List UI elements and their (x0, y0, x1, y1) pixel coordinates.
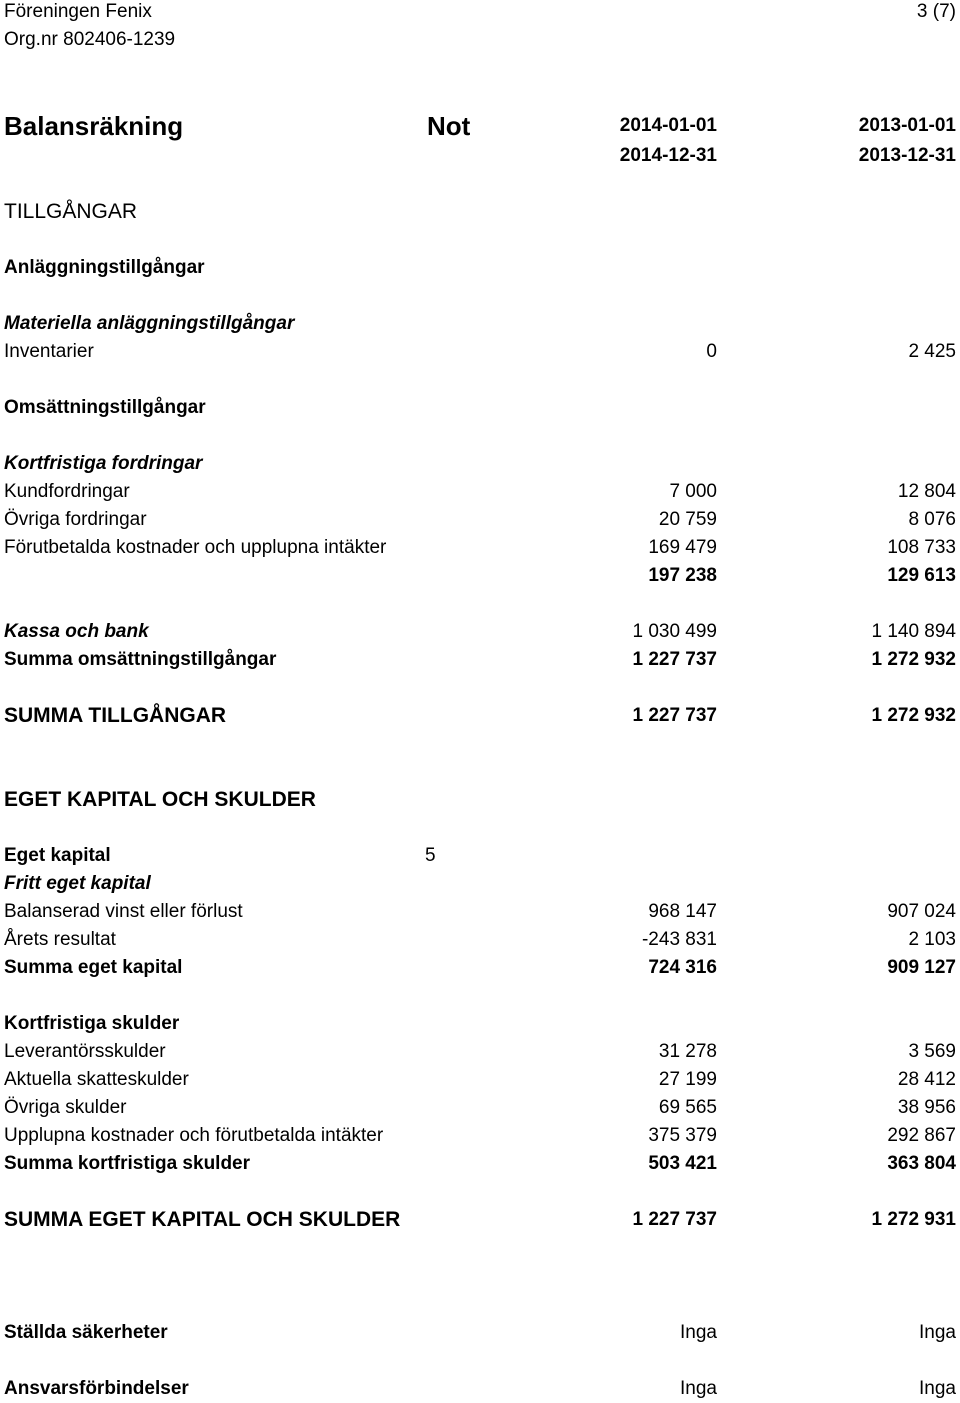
value-2014: -243 831 (641, 929, 717, 950)
tangible-assets-heading: Materiella anläggningstillgångar (4, 313, 295, 334)
fixed-assets-heading: Anläggningstillgångar (4, 257, 205, 278)
value-2013: 38 956 (897, 1097, 956, 1118)
equity-heading: Eget kapital (4, 845, 111, 866)
table-head-row1 (0, 110, 960, 142)
table-row (0, 478, 960, 506)
table-row (0, 1319, 960, 1347)
current-assets-heading-row (0, 394, 960, 422)
free-equity-heading-row (0, 870, 960, 898)
value-2013: 28 412 (897, 1069, 956, 1090)
table-row (0, 618, 960, 646)
tangible-heading-row (0, 310, 960, 338)
page-title: Balansräkning (4, 111, 184, 141)
value-2013: 1 272 932 (871, 705, 956, 726)
value-2014: 1 227 737 (632, 649, 717, 670)
table-row (0, 1066, 960, 1094)
value-2013: 1 272 931 (871, 1209, 956, 1230)
value-2014: 69 565 (658, 1097, 717, 1118)
page-number: 3 (7) (916, 1, 956, 22)
value-2014: 503 421 (648, 1153, 717, 1174)
value-2014: 20 759 (658, 509, 717, 530)
row-label: Summa eget kapital (4, 957, 183, 978)
value-2014: 0 (706, 341, 717, 362)
row-label: Aktuella skatteskulder (4, 1069, 189, 1090)
value-2013: 2 103 (908, 929, 956, 950)
value-2014: 31 278 (658, 1041, 717, 1062)
value-2014: 968 147 (648, 901, 717, 922)
assets-heading: TILLGÅNGAR (4, 200, 138, 223)
page-header (0, 0, 960, 26)
current-assets-heading: Omsättningstillgångar (4, 397, 206, 418)
grand-total-row (0, 702, 960, 730)
value-2014: Inga (680, 1378, 717, 1399)
row-label: SUMMA EGET KAPITAL OCH SKULDER (4, 1208, 401, 1231)
table-head-row2 (0, 142, 960, 170)
value-2014: 197 238 (648, 565, 717, 586)
not-header: Not (427, 111, 471, 141)
receivables-heading-row (0, 450, 960, 478)
col1-from: 2014-01-01 (619, 115, 717, 136)
row-label: Balanserad vinst eller förlust (4, 901, 243, 922)
short-liabilities-heading-row (0, 1010, 960, 1038)
equity-liabilities-heading-row (0, 786, 960, 814)
value-2014: 169 479 (648, 537, 717, 558)
value-2013: 8 076 (908, 509, 956, 530)
equity-heading-row (0, 842, 960, 870)
row-label: Upplupna kostnader och förutbetalda intäkter (4, 1125, 384, 1146)
row-label: Övriga fordringar (4, 509, 147, 530)
row-label: Summa kortfristiga skulder (4, 1153, 251, 1174)
table-row (0, 1038, 960, 1066)
value-2013: 1 140 894 (871, 621, 956, 642)
note-reference: 5 (425, 845, 436, 866)
assets-heading-row (0, 198, 960, 226)
value-2013: 12 804 (897, 481, 956, 502)
equity-liabilities-heading: EGET KAPITAL OCH SKULDER (4, 788, 316, 811)
row-label: Ansvarsförbindelser (4, 1378, 189, 1399)
value-2013: 909 127 (887, 957, 956, 978)
col1-to: 2014-12-31 (619, 145, 717, 166)
value-2013: 3 569 (908, 1041, 956, 1062)
table-row (0, 1375, 960, 1403)
free-equity-heading: Fritt eget kapital (4, 873, 151, 894)
total-row (0, 954, 960, 982)
value-2014: 27 199 (658, 1069, 717, 1090)
table-row (0, 534, 960, 562)
value-2013: 129 613 (887, 565, 956, 586)
value-2014: Inga (680, 1322, 717, 1343)
value-2014: 724 316 (648, 957, 717, 978)
org-number: Org.nr 802406-1239 (4, 29, 176, 50)
value-2013: Inga (919, 1322, 956, 1343)
col2-from: 2013-01-01 (858, 115, 956, 136)
receivables-heading: Kortfristiga fordringar (4, 453, 203, 474)
subtotal-row (0, 562, 960, 590)
value-2014: 1 030 499 (632, 621, 717, 642)
row-label: SUMMA TILLGÅNGAR (4, 704, 227, 727)
col2-to: 2013-12-31 (858, 145, 956, 166)
value-2013: 907 024 (887, 901, 956, 922)
row-label: Kundfordringar (4, 481, 130, 502)
row-label: Ställda säkerheter (4, 1322, 168, 1343)
value-2014: 1 227 737 (632, 1209, 717, 1230)
row-label: Årets resultat (4, 929, 116, 950)
row-label: Kassa och bank (4, 621, 149, 642)
value-2014: 375 379 (648, 1125, 717, 1146)
fixed-assets-heading-row (0, 254, 960, 282)
grand-total-row (0, 1206, 960, 1234)
row-label: Summa omsättningstillgångar (4, 649, 277, 670)
value-2014: 7 000 (669, 481, 717, 502)
value-2013: 292 867 (887, 1125, 956, 1146)
value-2013: 2 425 (908, 341, 956, 362)
table-row (0, 926, 960, 954)
value-2013: 1 272 932 (871, 649, 956, 670)
org-name: Föreningen Fenix (4, 1, 152, 22)
row-label: Inventarier (4, 341, 94, 362)
table-row (0, 1122, 960, 1150)
table-row (0, 1094, 960, 1122)
table-row (0, 338, 960, 366)
total-row (0, 646, 960, 674)
value-2013: 108 733 (887, 537, 956, 558)
row-label: Förutbetalda kostnader och upplupna intäkter (4, 537, 387, 558)
table-row (0, 506, 960, 534)
total-row (0, 1150, 960, 1178)
value-2014: 1 227 737 (632, 705, 717, 726)
org-number-line (0, 26, 960, 54)
row-label: Leverantörsskulder (4, 1041, 166, 1062)
table-row (0, 898, 960, 926)
short-liabilities-heading: Kortfristiga skulder (4, 1013, 180, 1034)
value-2013: 363 804 (887, 1153, 956, 1174)
value-2013: Inga (919, 1378, 956, 1399)
row-label: Övriga skulder (4, 1097, 127, 1118)
